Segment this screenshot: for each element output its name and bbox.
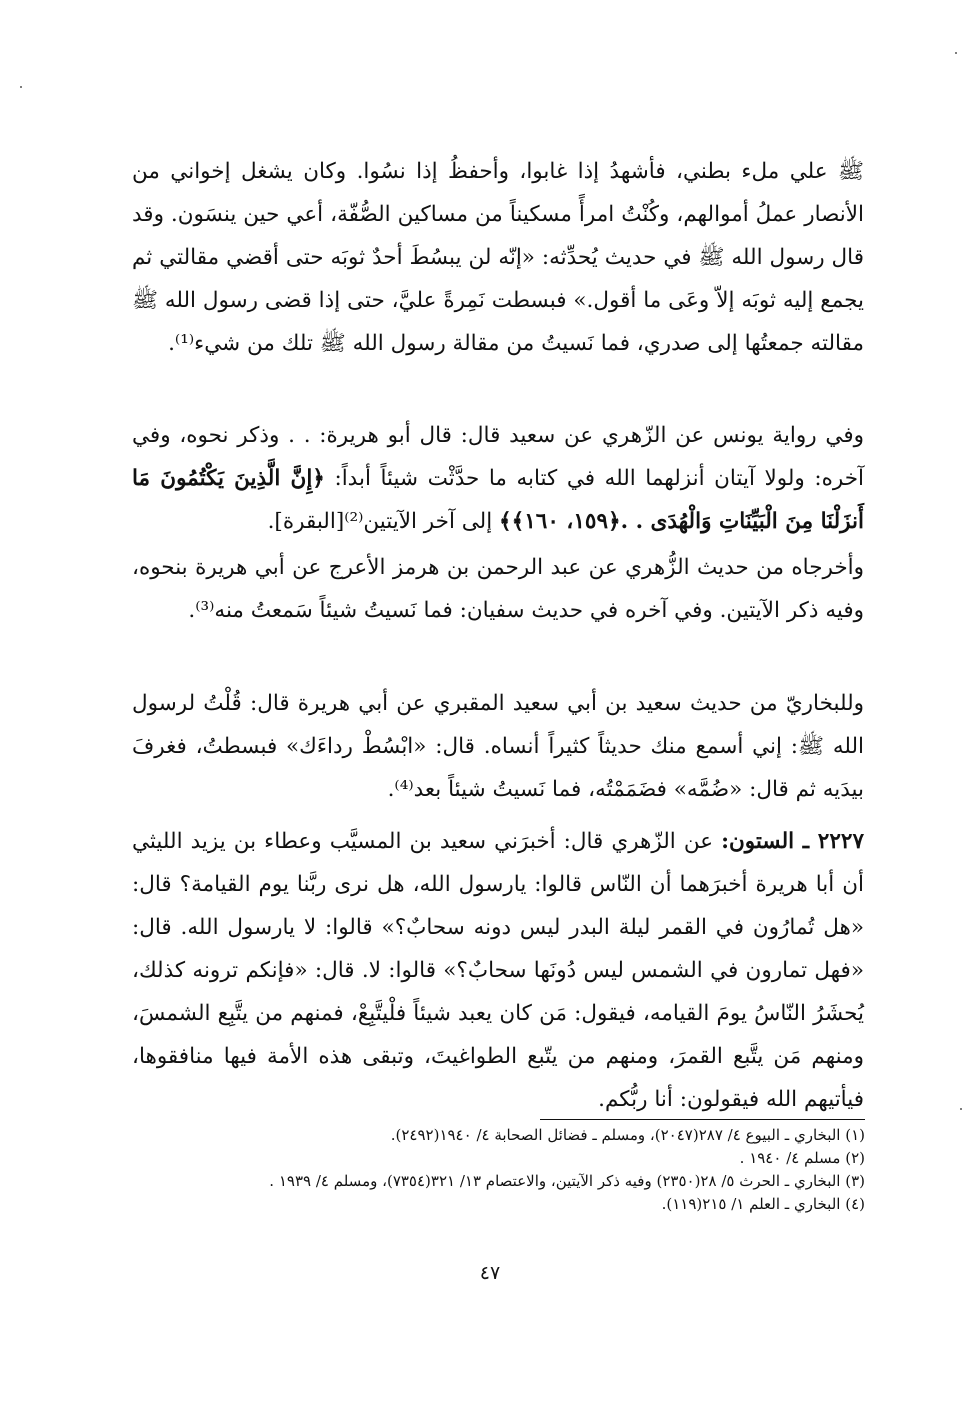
paragraph-1-text: ﷺ علي ملء بطني، فأشهدُ إذا غابوا، وأحفظُ إذا نسُوا. وكان يشغل إخواني من الأنصار عملُ أموالهم، وكُنْتُ امرأً مسكيناً من مساكين الصُّفّة، أعي حين ينسَون. وقد قال رسول الله ﷺ في حديث يُحدِّثه: «إنّه لن يبسُطَ أحدٌ ثوبَه حتى أقضي مقالتي ثم يجمع إليه ثوبَه إلاّ وعَى ما أقول.» فبسطت نَمِرةً عليَّ، حتى إذا قضى رسول الله ﷺ مقالته جمعتُها إلى صدري، فما نَسيتُ من مقالة رسول الله ﷺ تلك من شيء⁽¹⁾. [132,159,864,356]
paragraph-5-text: عن الزّهري قال: أخبرَني سعيد بن المسيَّب وعطاء بن يزيد الليثي أن أبا هريرة أخبرَهما أن النّاس قالوا: يارسول الله، هل نرى ربَّنا يوم القيامة؟ قال: «هل تُمارُون في القمر ليلة البدر ليس دونه سحابٌ؟» قالوا: لا يارسول الله. قال: «فهل تمارون في الشمس ليس دُونَها سحابٌ؟» قالوا: لا. قال: «فإنكم ترونه كذلك، يُحشَرُ النّاسُ يومَ القيامه، فيقول: مَن كان يعبد شيئاً فلْيتَّبِعْ، فمنهم من يتَّبِع الشمسَ، ومنهم مَن يتَّبع القمرَ، ومنهم من يتّبع الطواغيتَ، وتبقى هذه الأمة فيها منافقوها، فيأتيهم الله فيقولون: أنا ربُّكم. [132,829,864,1112]
paragraph-5 [132,820,864,1121]
paragraph-2-outro: إلى آخر الآيتين⁽²⁾[البقرة]. [267,509,500,534]
scan-speck [960,1108,962,1110]
paragraph-3-text: وأخرجاه من حديث الزُّهري عن عبد الرحمن بن هرمز الأعرج عن أبي هريرة بنحوه، وفيه ذكر الآيتين. وفي آخره في حديث سفيان: فما نَسيتُ شيئاً سَمعتُ منه⁽³⁾. [132,555,864,623]
scan-speck [955,52,957,54]
hadith-number-heading: ٢٢٢٧ ـ الستون: [721,829,864,854]
footnote-1: (١) البخاري ـ البيوع ٤/ ٢٨٧(٢٠٤٧)، ومسلم ـ فضائل الصحابة ٤/ ١٩٤٠(٢٤٩٢). [390,1126,865,1144]
paragraph-3 [132,546,864,632]
quran-verse: ﴿إِنَّ الَّذِينَ يَكْتُمُونَ مَا أَنزَلْنَا مِنَ الْبَيِّنَاتِ وَالْهُدَى . .﴿١٥٩، ١٦٠﴾﴾ [132,466,864,534]
scan-speck [20,86,22,88]
footnote-4: (٤) البخاري ـ العلم ١/ ٢١٥(١١٩). [661,1195,865,1213]
paragraph-2 [132,414,864,543]
footnotes-list [269,1124,865,1216]
paragraph-4 [132,682,864,811]
footnote-2: (٢) مسلم ٤/ ١٩٤٠ . [739,1149,865,1167]
paragraph-4-text: وللبخاريّ من حديث سعيد بن أبي سعيد المقبري عن أبي هريرة قال: قُلْتُ لرسول الله ﷺ: إني أسمع منك حديثاً كثيراً أنساه. قال: «ابْسُطْ رداءَك» فبسطتُ، فغرفَ بيدَيه ثم قال: «ضُمَّه» فضَمَمْتُه، فما نَسيتُ شيئاً بعد⁽⁴⁾. [132,691,865,802]
page-number: ٤٧ [479,1262,501,1284]
paragraph-1 [132,150,864,365]
footnote-separator [540,1119,865,1120]
footnote-3: (٣) البخاري ـ الحرث ٥/ ٢٨(٢٣٥٠) وفيه ذكر الآيتين، والاعتصام ١٣/ ٣٢١(٧٣٥٤)، ومسلم ٤/ ١٩٣٩ . [269,1172,865,1190]
paragraph-2-intro: وفي رواية يونس عن الزّهري عن سعيد قال: قال أبو هريرة: . . وذكر نحوه، وفي آخره: ولولا آيتان أنزلهما الله في كتابه ما حدَّثْت شيئاً أبداً: [132,423,864,491]
